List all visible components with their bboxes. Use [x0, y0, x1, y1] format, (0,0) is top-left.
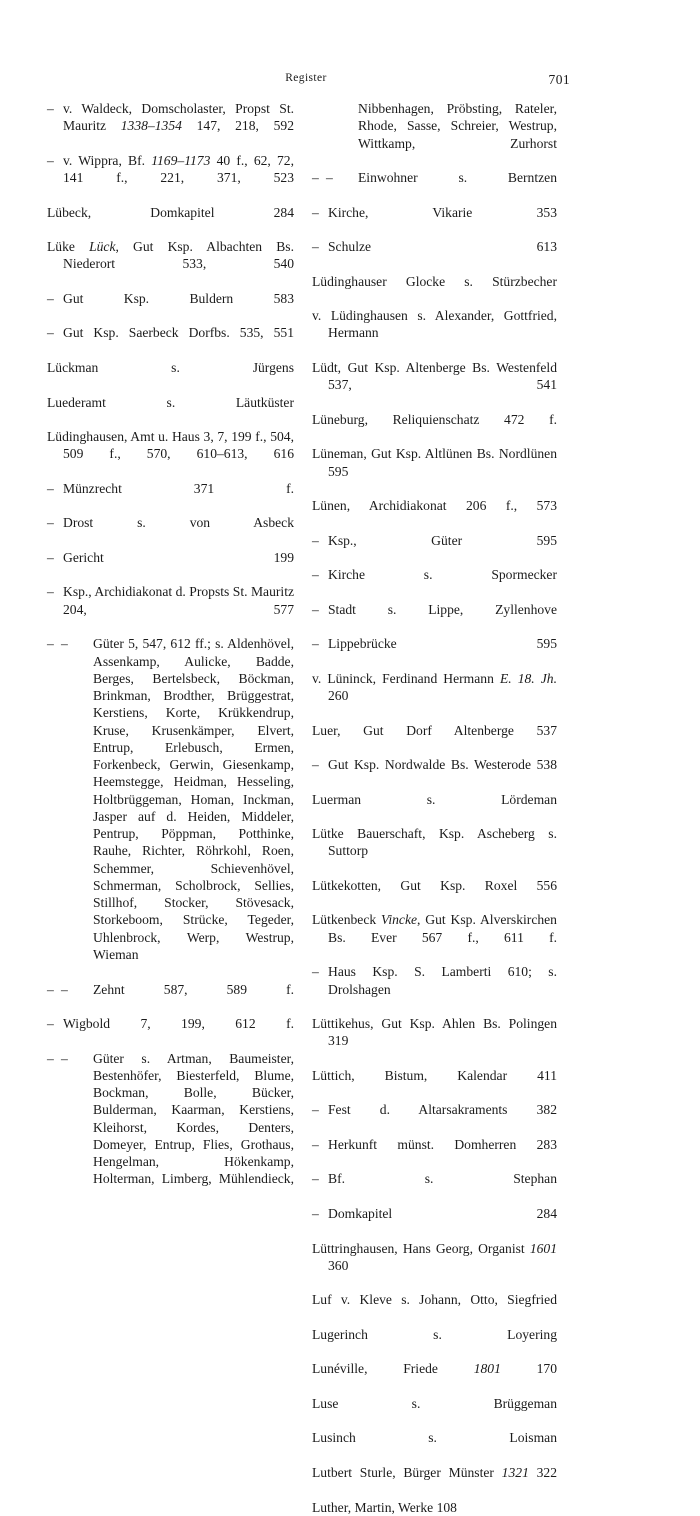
index-entry: Lüdinghauser Glocke s. Stürzbecher [312, 273, 557, 289]
index-entry: Lütkenbeck Vincke, Gut Ksp. Alverskirchen Bs. Ever 567 f., 611 f. [312, 912, 557, 945]
index-entry: Lugerinch s. Loyering [312, 1326, 557, 1342]
index-entry: – Gericht 199 [47, 549, 294, 565]
index-entry: Lüdinghausen, Amt u. Haus 3, 7, 199 f., 504, 509 f., 570, 610–613, 616 [47, 429, 294, 462]
index-entry: Luther, Martin, Werke 108 [312, 1499, 457, 1515]
index-entry: Lünen, Archidiakonat 206 f., 573 [312, 498, 557, 514]
index-entry: – Gut Ksp. Nordwalde Bs. Westerode 538 [312, 757, 557, 773]
index-entry: – Lippebrücke 595 [312, 636, 557, 652]
index-entry: Lütke Bauerschaft, Ksp. Ascheberg s. Suttorp [312, 826, 557, 859]
index-column-right [312, 100, 557, 1516]
index-entry: – Herkunft münst. Domherren 283 [312, 1136, 557, 1152]
index-entry: – Ksp., Archidiakonat d. Propsts St. Mauritz 204, 577 [47, 584, 294, 617]
index-entry: Lunéville, Friede 1801 170 [312, 1361, 557, 1377]
index-entry: – Gut Ksp. Saerbeck Dorfbs. 535, 551 [47, 325, 294, 341]
index-entry: – – Einwohner s. Berntzen [312, 170, 557, 186]
index-entry: Lüttich, Bistum, Kalendar 411 [312, 1067, 557, 1083]
index-entry: – v. Wippra, Bf. 1169–1173 40 f., 62, 72, 141 f., 221, 371, 523 [47, 152, 294, 186]
index-entry-continuation: Nibbenhagen, Pröbsting, Rateler, Rhode, Sasse, Schreier, Westrup, Wittkamp, Zurhorst [358, 101, 557, 151]
index-entry: – Haus Ksp. S. Lamberti 610; s. Drolshagen [312, 964, 557, 997]
index-entry: Luer, Gut Dorf Altenberge 537 [312, 722, 557, 738]
index-entry: v. Lüdinghausen s. Alexander, Gottfried, Hermann [312, 308, 557, 341]
index-entry: – Drost s. von Asbeck [47, 515, 294, 531]
index-entry: Luederamt s. Läutküster [47, 394, 294, 410]
index-entry: – Domkapitel 284 [312, 1206, 557, 1221]
page-number: 701 [548, 72, 570, 87]
index-entry: v. Lüninck, Ferdinand Hermann E. 18. Jh. 260 [312, 670, 557, 704]
index-entry: Lüke Lück, Gut Ksp. Albachten Bs. Niederort 533, 540 [47, 239, 294, 272]
index-entry: Luf v. Kleve s. Johann, Otto, Siegfried [312, 1292, 557, 1308]
index-entry: – Ksp., Güter 595 [312, 532, 557, 548]
index-entry: – v. Waldeck, Domscholaster, Propst St. Mauritz 1338–1354 147, 218, 592 [47, 101, 294, 134]
index-entry: Lüneburg, Reliquienschatz 472 f. [312, 411, 557, 427]
index-entry: – Kirche s. Spormecker [312, 567, 557, 583]
index-entry: – Kirche, Vikarie 353 [312, 204, 557, 220]
index-entry: – – Güter 5, 547, 612 ff.; s. Aldenhövel, Assenkamp, Aulicke, Badde, Berges, Bertelsbeck, Böckman, Brinkman, Brodther, Brüggestrat, Kerstiens, Korte, Krükkendrup, Kruse, Krusenkämper, Elvert, Entrup, Erlebusch, Ermen, Forkenbeck, Gerwin, Giesenkamp, Heemstegge, Heidman, Hesseling, Holtbrüggeman, Homan, Inckman, Jasper auf d. Heiden, Middeler, Pentrup, Pöppman, Potthinke, Rauhe, Richter, Röhrkohl, Roen, Schemmer, Schievenhövel, Schmerman, Scholbrock, Sellies, Stillhof, Stocker, Stövesack, Storkeboom, Strücke, Tegeder, Uhlenbrock, Werp, Westrup, Wieman [47, 636, 294, 963]
index-entry: – Schulze 613 [312, 239, 557, 255]
index-entry: – – Güter s. Artman, Baumeister, Bestenhöfer, Biesterfeld, Blume, Bockman, Bolle, Bücker, Bulderman, Kaarman, Kerstiens, Kleihorst, Kordes, Denters, Domeyer, Entrup, Flies, Grothaus, Hengelman, Hökenkamp, Holterman, Limberg, Mühlendieck, [47, 1050, 294, 1187]
index-entry: Lüttikehus, Gut Ksp. Ahlen Bs. Polingen 319 [312, 1016, 557, 1049]
index-entry: – – Zehnt 587, 589 f. [47, 981, 294, 997]
running-header: Register [285, 72, 327, 84]
index-entry: Lutbert Sturle, Bürger Münster 1321 322 [312, 1464, 557, 1480]
index-entry: Lüdt, Gut Ksp. Altenberge Bs. Westenfeld 537, 541 [312, 359, 557, 393]
index-entry: – Wigbold 7, 199, 612 f. [47, 1016, 294, 1032]
index-entry: – Bf. s. Stephan [312, 1171, 557, 1187]
index-entry: Luse s. Brüggeman [312, 1395, 557, 1411]
index-column-left [47, 100, 294, 1205]
index-entry: Luerman s. Lördeman [312, 791, 557, 807]
index-entry: – Stadt s. Lippe, Zyllenhove [312, 601, 557, 617]
index-entry: Lütkekotten, Gut Ksp. Roxel 556 [312, 877, 557, 893]
index-entry: – Gut Ksp. Buldern 583 [47, 290, 294, 306]
index-entry: Lusinch s. Loisman [312, 1430, 557, 1446]
index-entry: – Fest d. Altarsakraments 382 [312, 1102, 557, 1118]
index-entry: Lübeck, Domkapitel 284 [47, 204, 294, 220]
index-entry: Lückman s. Jürgens [47, 359, 294, 375]
index-entry: – Münzrecht 371 f. [47, 480, 294, 496]
index-entry: Lüttringhausen, Hans Georg, Organist 1601 360 [312, 1240, 557, 1273]
index-entry: Lüneman, Gut Ksp. Altlünen Bs. Nordlünen 595 [312, 446, 557, 479]
